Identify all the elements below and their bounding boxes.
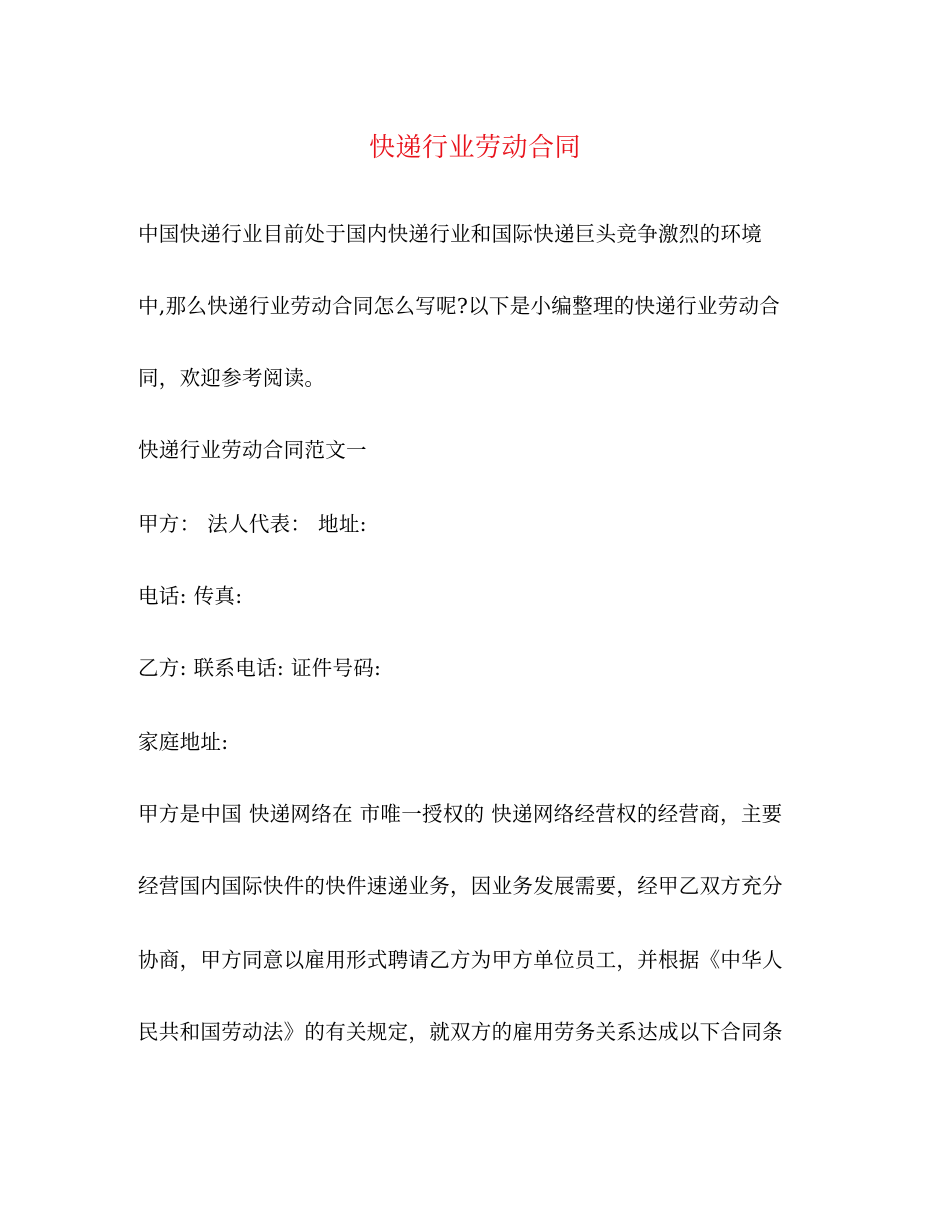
body-line-3: 协商，甲方同意以雇用形式聘请乙方为甲方单位员工，并根据《中华人 [138, 948, 783, 972]
party-b-line: 乙方: 联系电话: 证件号码: [138, 656, 382, 680]
body-line-4: 民共和国劳动法》的有关规定，就双方的雇用劳务关系达成以下合同条 [138, 1020, 783, 1044]
document-title: 快递行业劳动合同 [368, 133, 581, 163]
section-heading: 快递行业劳动合同范文一 [138, 438, 367, 462]
body-line-1: 甲方是中国 快递网络在 市唯一授权的 快递网络经营权的经营商，主要 [138, 802, 783, 826]
intro-line-3: 同，欢迎参考阅读。 [138, 366, 326, 390]
contact-line: 电话: 传真: [138, 584, 243, 608]
party-a-line: 甲方： 法人代表： 地址: [138, 512, 367, 536]
body-line-2: 经营国内国际快件的快件速递业务，因业务发展需要，经甲乙双方充分 [138, 874, 783, 898]
intro-line-1: 中国快递行业目前处于国内快递行业和国际快递巨头竞争激烈的环境 [138, 222, 762, 246]
intro-line-2: 中,那么快递行业劳动合同怎么写呢?以下是小编整理的快递行业劳动合 [138, 294, 781, 318]
home-address-line: 家庭地址: [138, 730, 229, 754]
